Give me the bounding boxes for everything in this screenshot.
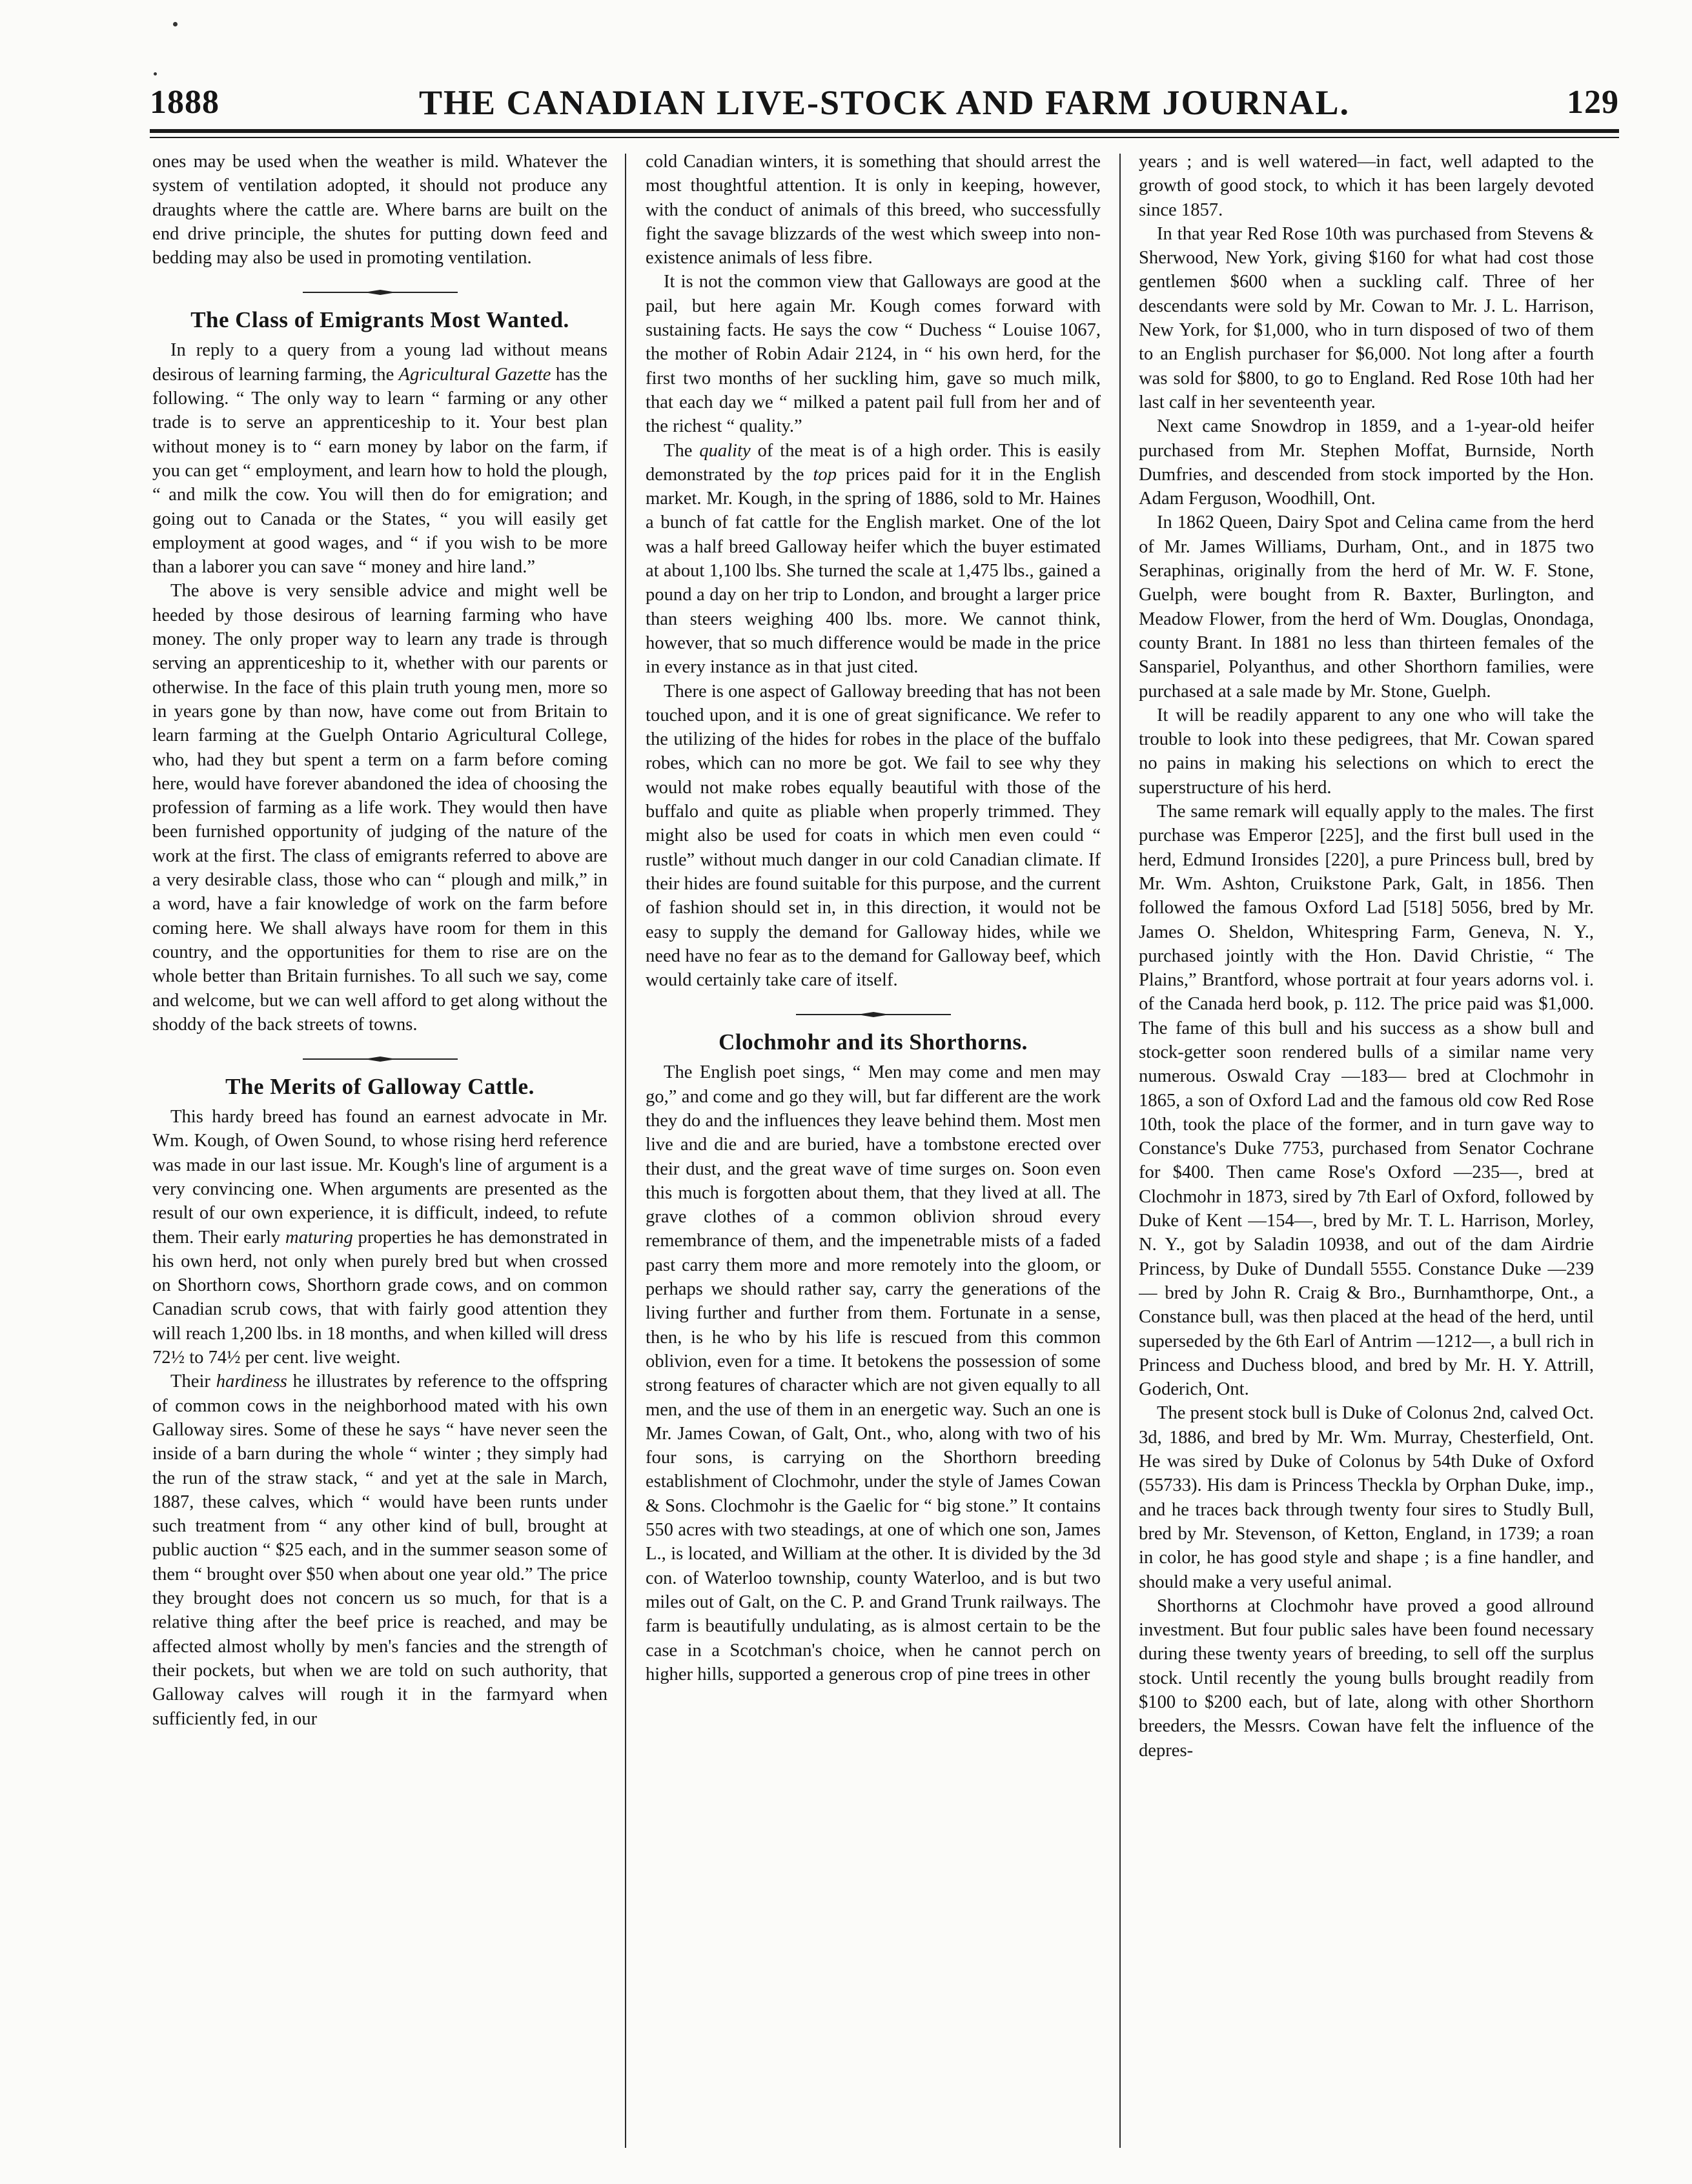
column-2 [646,150,1101,2138]
paragraph: It will be readily apparent to any one who will take the trouble to look into these pedigrees, that Mr. Cowan spared no pains in making his selections on which to erect the superstructure of his herd. [1139,705,1594,798]
paragraph: In 1862 Queen, Dairy Spot and Celina came from the herd of Mr. James Williams, Durham, Ont., and in 1875 two Seraphinas, originally from the herd of Mr. W. F. Stone, Guelph, were bought from R. Baxter, Burlington, and Meadow Flower, from the herd of Wm. Douglas, Onondaga, county Brant. In 1881 no less than thirteen females of the Sanspariel, Polyanthus, and other Shorthorn families, were purchased at a sale made by Mr. Stone, Guelph. [1139,512,1594,702]
column-divider [1119,154,1121,2148]
paragraph: The above is very sensible advice and might well be heeded by those desirous of learning farming who have money. The only proper way to learn any trade is through serving an apprenticeship to it, whether with our parents or otherwise. In the face of this plain truth young men, more so in years gone by than now, have come out from Britain to learn farming at the Guelph Ontario Agricultural College, who, had they but spent a term on a farm before coming here, would have forever abandoned the idea of choosing the profession of farming as a life work. They would then have been furnished opportunity of judging of the nature of the work at the first. The class of emigrants referred to above are a very desirable class, those who can “ plough and milk,” in a word, have a fair knowledge of work on the farm before coming here. We shall always have room for them in this country, and the opportunities for them to rise are on the whole better than Britain furnishes. To all such we say, come and welcome, but we can well afford to get along without the shoddy of the back streets of towns. [152,581,607,1035]
paragraph: cold Canadian winters, it is something that should arrest the most thoughtful attention. It is only in keeping, however, with the conduct of animals of this breed, who successfully fight the savage blizzards of the west which sweep into non-existence animals of less fibre. [646,152,1101,268]
article-heading: The Class of Emigrants Most Wanted. [190,307,569,333]
publication-title: Agricultural Gazette [398,364,551,385]
paragraph: The same remark will equally apply to the males. The first purchase was Emperor [225], and the first bull used in the herd, Edmund Ironsides [220], a pure Princess bull, bred by Mr. Wm. Ashton, Cruikstone Park, Galt, in 1856. Then followed the famous Oxford Lad [518] 5056, bred by Mr. James O. Sheldon, Whitespring Farm, Geneva, N. Y., purchased jointly with the Hon. David Christie, “ The Plains,” Brantford, whose portrait at four years adorns vol. i. of the Canada herd book, p. 112. The price paid was $1,000. The fame of this bull and his success as a show bull and stock-getter soon rendered bulls of a similar name very numerous. Oswald Cray —183— bred at Clochmohr in 1865, a son of Oxford Lad and the famous old cow Red Rose 10th, took the place of the former, and in turn gave way to Constance's Duke 7753, purchased from Senator Cochrane for $400. Then came Rose's Oxford —235—, bred at Clochmohr in 1873, sired by 7th Earl of Oxford, followed by Duke of Kent —154—, bred by Mr. T. L. Harrison, Morley, N. Y., got by Saladin 10938, and out of the dam Airdrie Princess, by Duke of Dundall 5555. Constance Duke —239— bred by John R. Craig & Bro., Burnhamthorpe, Ont., a Constance bull, was then placed at the head of the herd, until superseded by the 6th Earl of Antrim —1212—, a bull rich in Princess and Duchess blood, and bred by Mr. H. Y. Attrill, Goderich, Ont. [1139,802,1594,1400]
page-number: 129 [1567,84,1619,121]
paragraph: This hardy breed has found an earnest advocate in Mr. Wm. Kough, of Owen Sound, to whose rising herd reference was made in our last issue. Mr. Kough's line of argument is a very convincing one. When arguments are presented as the result of our own experience, it is difficult, indeed, to refute them. Their early maturing properties he has demonstrated in his own herd, not only when purely bred but when crossed on Shorthorn cows, Shorthorn grade cows, and on common Canadian scrub cows, that with fairly good attention they will reach 1,200 lbs. in 18 months, and when killed will dress 72½ to 74½ per cent. live weight. [152,1107,607,1368]
paragraph: ones may be used when the weather is mild. Whatever the system of ventilation adopted, it should not produce any draughts where the cattle are. Where barns are built on the end drive principle, the shutes for putting down feed and bedding may also be used in promoting ventilation. [152,152,607,268]
stray-mark [154,72,157,76]
header-year: 1888 [150,84,219,121]
paragraph: Their hardiness he illustrates by reference to the offspring of common cows in the neighborhood mated with his own Galloway sires. Some of these he says “ have never seen the inside of a barn during the whole “ winter ; they simply had the run of the straw stack, “ and yet at the sale in March, 1887, these calves, which “ would have been runts under such treatment from “ any other kind of bull, brought at public auction “ $25 each, and in the summer season some of them “ brought over $50 when about one year old.” The price they brought does not concern us so much, for that is a relative thing after the beef price is reached, and may be affected almost wholly by men's fancies and the strength of their pockets, but when we are told on such authority, that Galloway calves will rough it in the farmyard when sufficiently fed, in our [152,1371,607,1729]
section-separator [796,1011,951,1018]
section-separator [303,1056,458,1062]
paragraph: The English poet sings, “ Men may come and men may go,” and come and go they will, but far different are the work they do and the influences they leave behind them. Most men live and die and are buried, have a tombstone erected over their dust, and the great wave of time surges on. Soon even this much is forgotten about them, that they lived at all. The grave clothes of a common oblivion shroud every remembrance of them, and the impenetrable mists of a faded past carry them more and more remotely into the gloom, or perhaps we should rather say, carry the generations of the living further and further from them. Fortunate in a sense, then, is he who by his life is rescued from this common oblivion, even for a time. It betokens the possession of some strong features of character which are not given equally to all men, and the use of them in an energetic way. Such an one is Mr. James Cowan, of Galt, Ont., who, along with two of his four sons, is carrying on the Shorthorn breeding establishment of Clochmohr, under the style of James Cowan & Sons. Clochmohr is the Gaelic for “ big stone.” It contains 550 acres with two steadings, at one of which one son, James L., is located, and William at the other. It is divided by the 3d con. of Waterloo township, county Waterloo, and is but two miles out of Galt, on the C. P. and Grand Trunk railways. The farm is beautifully undulating, as is almost certain to be the case in a Scotchman's choice, when he cannot perch on higher hills, supported a generous crop of pine trees in other [646,1062,1101,1684]
paragraph: Shorthorns at Clochmohr have proved a good allround investment. But four public sales have been found necessary during these twenty years of breeding, to sell off the surplus stock. Until recently the young bulls brought readily from $100 to $200 each, but of late, along with other Shorthorn breeders, the Messrs. Cowan have felt the influence of the depres- [1139,1595,1594,1761]
paragraph: The quality of the meat is of a high order. This is easily demonstrated by the top prices paid for it in the English market. Mr. Kough, in the spring of 1886, sold to Mr. Haines a bunch of fat cattle for the English market. One of the lot was a half breed Galloway heifer which the buyer estimated at about 1,100 lbs. She turned the scale at 1,475 lbs., gained a pound a day on her trip to London, and brought a larger price than steers weighing 400 lbs. more. We cannot think, however, that so much difference would be made in the price in every instance as in that just cited. [646,440,1101,678]
paragraph: In that year Red Rose 10th was purchased from Stevens & Sherwood, New York, giving $160 for what had cost those gentlemen $600 when a suckling calf. Three of her descendants were sold by Mr. Cowan to Mr. J. L. Harrison, New York, for $1,000, who in turn disposed of two of them to an English purchaser for $6,000. Not long after a fourth was sold for $800, to go to England. Red Rose 10th had her last calf in her seventeenth year. [1139,223,1594,412]
section-separator [303,289,458,296]
article-heading: Clochmohr and its Shorthorns. [719,1029,1028,1055]
paragraph: The present stock bull is Duke of Colonus 2nd, calved Oct. 3d, 1886, and bred by Mr. Wm. Murray, Chesterfield, Ont. He was sired by Duke of Colonus by 54th Duke of Oxford (55733). His dam is Princess Theckla by Orphan Duke, imp., and he traces back through twenty four sires to Studly Bull, bred by Mr. Stevenson, of Ketton, England, in 1739; a roan in color, he has good style and shape ; is a fine handler, and should make a very useful animal. [1139,1403,1594,1592]
paragraph: There is one aspect of Galloway breeding that has not been touched upon, and it is one of great significance. We refer to the utilizing of the hides for robes in the place of the buffalo robes, which can no more be got. We fail to see why they would not make robes equally beautiful with those of the buffalo and quite as pliable when properly trimmed. They might also be used for coats in which men even could “ rustle” without much danger in our cold Canadian climate. If their hides are found suitable for this purpose, and the current of fashion should set in, in this direction, it would not be easy to supply the demand for Galloway hides, while we need have no fear as to the demand for Galloway beef, which would certainly take care of itself. [646,681,1101,991]
header-rule-thick [150,129,1619,133]
column-1 [152,150,607,2138]
column-divider [625,154,626,2148]
paragraph: Next came Snowdrop in 1859, and a 1-year-old heifer purchased from Mr. Stephen Moffat, Burnside, North Dumfries, and descended from stock imported by the Hon. Adam Ferguson, Woodhill, Ont. [1139,416,1594,509]
article-heading: The Merits of Galloway Cattle. [225,1074,535,1100]
paragraph: In reply to a query from a young lad without means desirous of learning farming, the Agricultural Gazette has the following. “ The only way to learn “ farming or any other trade is to serve an apprenticeship to it. Your best plan without money is to “ earn money by labor on the farm, if you can get “ employment, and learn how to hold the plough, “ and milk the cow. You will then do for emigration; and going out to Canada or the States, “ you will easily get employment at good wages, and “ if you wish to be more than a laborer you can save “ money and hire land.” [152,340,607,578]
stray-mark [173,22,178,26]
journal-title: THE CANADIAN LIVE-STOCK AND FARM JOURNAL. [418,83,1351,122]
paragraph: It is not the common view that Galloways are good at the pail, but here again Mr. Kough comes forward with sustaining facts. He says the cow “ Duchess “ Louise 1067, the mother of Robin Adair 2124, in “ his own herd, for the first two months of her suckling him, gave so much milk, that each day we “ milked a patent pail full from her and of the richest “ quality.” [646,272,1101,437]
header-rule-thin [150,137,1619,138]
column-3 [1139,150,1594,2138]
paragraph: years ; and is well watered—in fact, well adapted to the growth of good stock, to which it has been largely devoted since 1857. [1139,152,1594,220]
